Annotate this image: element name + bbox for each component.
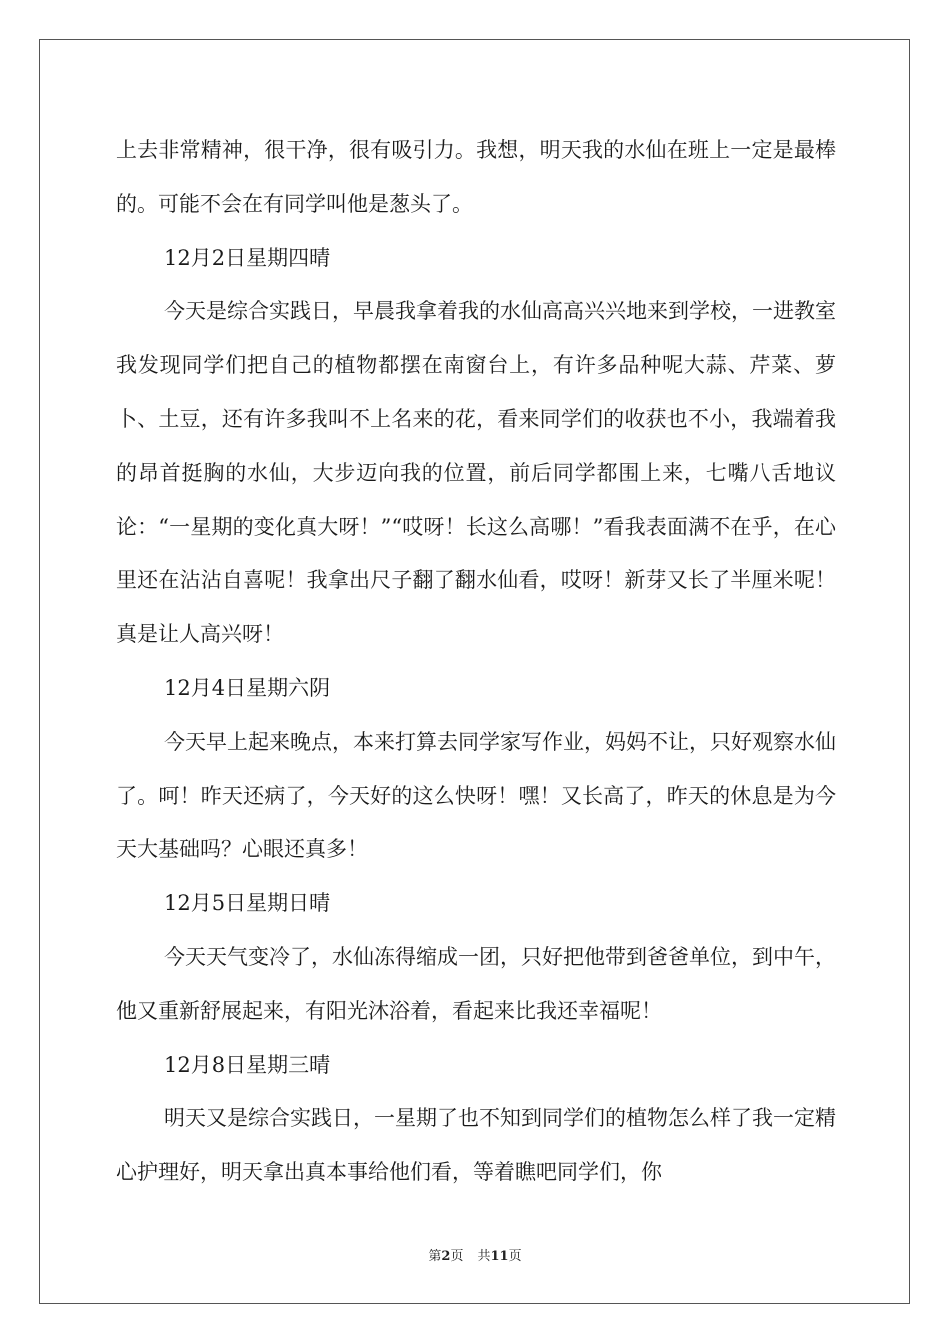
diary-date-heading: 12月8日星期三晴 bbox=[164, 1052, 331, 1077]
diary-paragraph: 今天天气变冷了，水仙冻得缩成一团，只好把他带到爸爸单位，到中午，他又重新舒展起来，有阳光沐浴着，看起来比我还幸福呢！ bbox=[116, 944, 836, 1023]
diary-paragraph: 明天又是综合实践日，一星期了也不知到同学们的植物怎么样了我一定精心护理好，明天拿出真本事给他们看，等着瞧吧同学们，你 bbox=[116, 1106, 836, 1185]
diary-date-heading: 12月5日星期日晴 bbox=[164, 891, 331, 916]
page-footer bbox=[0, 1245, 950, 1264]
total-suffix: 页 bbox=[508, 1249, 522, 1264]
page-suffix: 页 bbox=[450, 1249, 464, 1264]
total-pages: 11 bbox=[490, 1249, 509, 1264]
diary-paragraph: 今天早上起来晚点，本来打算去同学家写作业，妈妈不让，只好观察水仙了。呵！昨天还病了，今天好的这么快呀！嘿！又长高了，昨天的休息是为今天大基础吗？心眼还真多！ bbox=[116, 729, 836, 862]
document-body bbox=[116, 124, 836, 1200]
page-prefix: 第 bbox=[428, 1249, 442, 1264]
paragraph-continued: 上去非常精神，很干净，很有吸引力。我想，明天我的水仙在班上一定是最棒的。可能不会在有同学叫他是葱头了。 bbox=[116, 138, 836, 216]
page-number: 2 bbox=[441, 1249, 451, 1264]
diary-date-heading: 12月2日星期四晴 bbox=[164, 245, 331, 270]
diary-paragraph: 今天是综合实践日，早晨我拿着我的水仙高高兴兴地来到学校，一进教室我发现同学们把自己的植物都摆在南窗台上，有许多品种呢大蒜、芹菜、萝卜、土豆，还有许多我叫不上名来的花，看来同学们的收获也不小，我端着我的昂首挺胸的水仙，大步迈向我的位置，前后同学都围上来，七嘴八舌地议论：“一星期的变化真大呀！”“哎呀！长这么高哪！”看我表面满不在乎，在心里还在沾沾自喜呢！我拿出尺子翻了翻水仙看，哎呀！新芽又长了半厘米呢！真是让人高兴呀！ bbox=[116, 299, 836, 647]
diary-date-heading: 12月4日星期六阴 bbox=[164, 675, 331, 700]
total-prefix: 共 bbox=[477, 1249, 491, 1264]
